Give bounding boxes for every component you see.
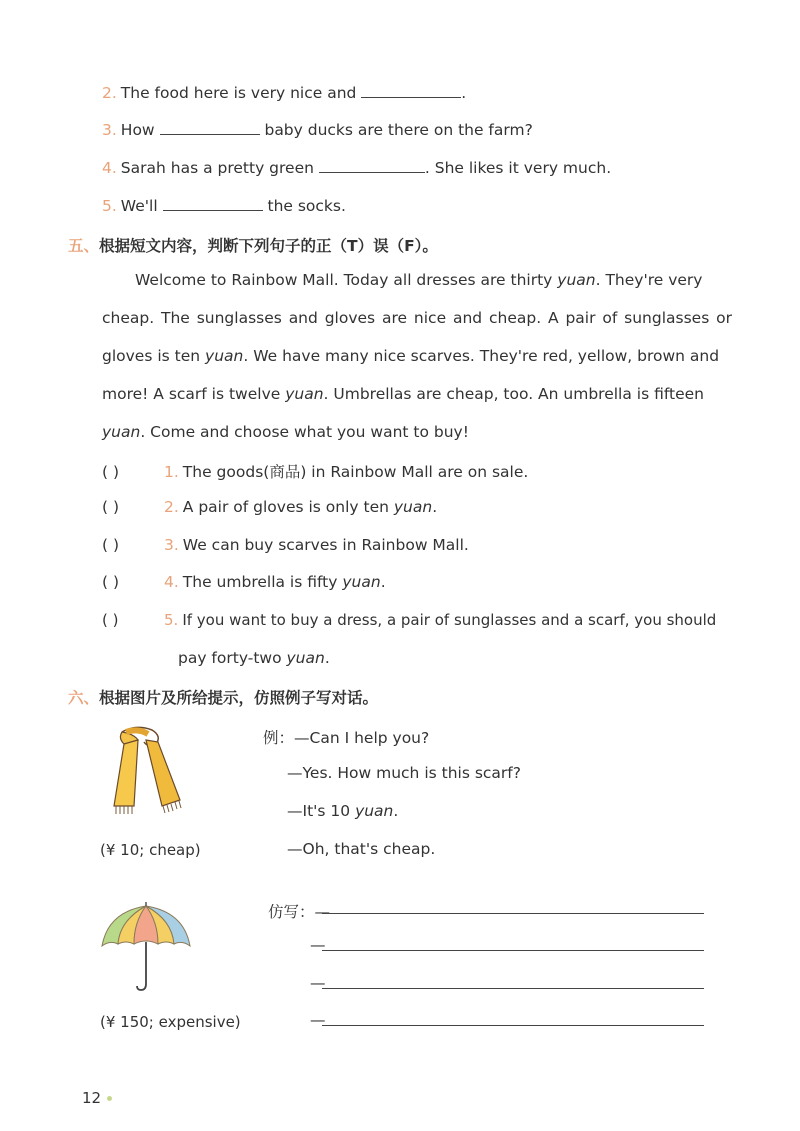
tf-item-2: ( ) 2. A pair of gloves is only ten yuan.: [102, 498, 438, 516]
page-dot-icon: [107, 1096, 112, 1101]
practice-answer-line-3[interactable]: [322, 988, 704, 989]
practice-dash-4: —: [310, 1011, 326, 1029]
fill-item-5: 5. We'll the socks.: [102, 197, 346, 215]
scarf-illustration: [108, 722, 188, 818]
answer-paren[interactable]: ( ): [102, 573, 120, 591]
practice-answer-line-2[interactable]: [322, 950, 704, 951]
tf-item-3: ( ) 3. We can buy scarves in Rainbow Mall.: [102, 536, 469, 554]
answer-blank[interactable]: [163, 196, 263, 211]
tf-item-1: ( ) 1. The goods(商品) in Rainbow Mall are on sale.: [102, 463, 529, 481]
tf-item-5: ( ) 5. If you want to buy a dress, a pair of sunglasses and a scarf, you should: [102, 611, 717, 629]
reading-passage: Welcome to Rainbow Mall. Today all dresses are thirty yuan. They're very cheap. The sunglasses and gloves are nice and cheap. A pair of sunglasses or gloves is ten yuan. We have many nice scarves. They're red, yellow, brown and more! A scarf is twelve yuan. Umbrellas are cheap, too. An umbrella is fifteen yuan. Come and choose what you want to buy!: [102, 271, 732, 441]
answer-blank[interactable]: [319, 158, 425, 173]
answer-paren[interactable]: ( ): [102, 536, 120, 554]
answer-paren[interactable]: ( ): [102, 498, 120, 516]
practice-answer-line-4[interactable]: [322, 1025, 704, 1026]
page-number: 12: [82, 1089, 112, 1107]
answer-paren[interactable]: ( ): [102, 611, 119, 629]
practice-dash-3: —: [310, 974, 326, 992]
umbrella-caption: (¥ 150; expensive): [100, 1013, 241, 1031]
tf-item-5-continuation: pay forty-two yuan.: [178, 649, 330, 667]
tf-item-4: ( ) 4. The umbrella is fifty yuan.: [102, 573, 386, 591]
practice-dash-2: —: [310, 936, 326, 954]
answer-blank[interactable]: [160, 120, 260, 135]
fill-item-2: 2. The food here is very nice and .: [102, 84, 467, 102]
example-line-2: —Yes. How much is this scarf?: [287, 764, 521, 782]
scarf-caption: (¥ 10; cheap): [100, 841, 201, 859]
answer-paren[interactable]: ( ): [102, 463, 120, 481]
section-6-title: 六、根据图片及所给提示，仿照例子写对话。: [68, 689, 379, 707]
example-line-4: —Oh, that's cheap.: [287, 840, 436, 858]
fill-item-4: 4. Sarah has a pretty green . She likes it very much.: [102, 159, 612, 177]
section-5-title: 五、根据短文内容，判断下列句子的正（T）误（F）。: [68, 237, 438, 255]
example-line-1: 例：—Can I help you?: [263, 729, 430, 747]
practice-label: 仿写：—: [268, 903, 331, 921]
practice-answer-line-1[interactable]: [322, 913, 704, 914]
umbrella-illustration: [98, 902, 194, 994]
example-line-3: —It's 10 yuan.: [287, 802, 399, 820]
answer-blank[interactable]: [361, 83, 461, 98]
fill-item-3: 3. How baby ducks are there on the farm?: [102, 121, 533, 139]
